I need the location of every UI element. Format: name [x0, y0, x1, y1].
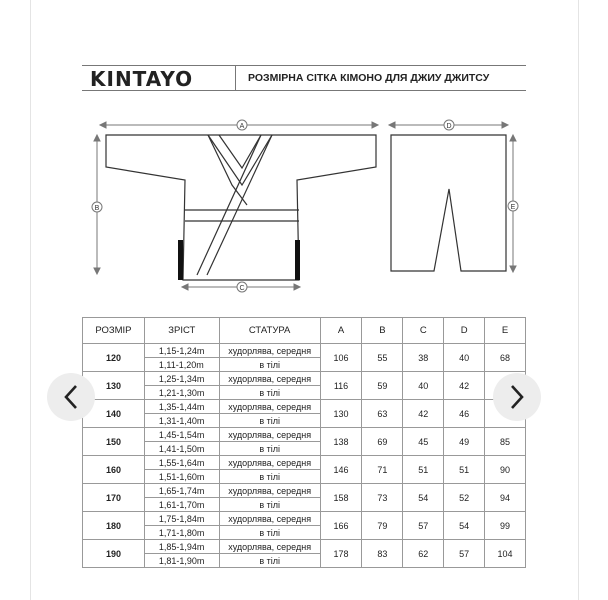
e-cell: 94 — [485, 484, 526, 512]
height-cell: 1,71-1,80m — [144, 526, 219, 540]
build-cell: худорлява, середня — [219, 400, 320, 414]
next-image-button[interactable] — [493, 373, 541, 421]
a-cell: 106 — [320, 344, 362, 372]
b-cell: 83 — [362, 540, 403, 568]
c-cell: 42 — [403, 400, 444, 428]
size-cell: 150 — [83, 428, 145, 456]
frame-border-left — [30, 0, 31, 600]
dimension-b — [92, 135, 102, 274]
build-cell: худорлява, середня — [219, 540, 320, 554]
build-cell: худорлява, середня — [219, 428, 320, 442]
b-cell: 73 — [362, 484, 403, 512]
a-cell: 146 — [320, 456, 362, 484]
dimension-a — [100, 120, 378, 130]
size-cell: 170 — [83, 484, 145, 512]
d-cell: 51 — [444, 456, 485, 484]
table-row — [83, 540, 526, 554]
height-cell: 1,25-1,34m — [144, 372, 219, 386]
table-row — [83, 484, 526, 498]
kimono-diagram — [82, 105, 526, 315]
b-cell: 69 — [362, 428, 403, 456]
build-cell: в тілі — [219, 554, 320, 568]
table-row — [83, 512, 526, 526]
build-cell: худорлява, середня — [219, 344, 320, 358]
build-cell: в тілі — [219, 442, 320, 456]
d-cell: 46 — [444, 400, 485, 428]
d-cell: 40 — [444, 344, 485, 372]
b-cell: 59 — [362, 372, 403, 400]
height-cell: 1,31-1,40m — [144, 414, 219, 428]
height-cell: 1,85-1,94m — [144, 540, 219, 554]
d-cell: 49 — [444, 428, 485, 456]
build-cell: в тілі — [219, 386, 320, 400]
c-cell: 54 — [403, 484, 444, 512]
a-cell: 178 — [320, 540, 362, 568]
height-cell: 1,81-1,90m — [144, 554, 219, 568]
prev-image-button[interactable] — [47, 373, 95, 421]
height-cell: 1,75-1,84m — [144, 512, 219, 526]
build-cell: в тілі — [219, 358, 320, 372]
table-row — [83, 344, 526, 358]
chevron-left-icon — [61, 383, 81, 411]
d-cell: 54 — [444, 512, 485, 540]
e-cell: 68 — [485, 344, 526, 372]
a-cell: 116 — [320, 372, 362, 400]
header-divider — [235, 66, 236, 90]
b-cell: 79 — [362, 512, 403, 540]
height-cell: 1,41-1,50m — [144, 442, 219, 456]
size-cell: 130 — [83, 372, 145, 400]
dimension-e — [508, 135, 518, 272]
c-cell: 51 — [403, 456, 444, 484]
a-cell: 166 — [320, 512, 362, 540]
a-cell: 138 — [320, 428, 362, 456]
build-cell: худорлява, середня — [219, 484, 320, 498]
col-header-b: B — [362, 318, 403, 344]
e-cell: 90 — [485, 456, 526, 484]
build-cell: в тілі — [219, 498, 320, 512]
size-cell: 190 — [83, 540, 145, 568]
build-cell: худорлява, середня — [219, 372, 320, 386]
e-cell: 99 — [485, 512, 526, 540]
col-header-c: C — [403, 318, 444, 344]
col-header-build: СТАТУРА — [219, 318, 320, 344]
brand-logo: KINTAYO — [90, 67, 194, 91]
a-cell: 158 — [320, 484, 362, 512]
height-cell: 1,35-1,44m — [144, 400, 219, 414]
table-header-row — [83, 318, 526, 344]
build-cell: в тілі — [219, 470, 320, 484]
size-cell: 120 — [83, 344, 145, 372]
a-cell: 130 — [320, 400, 362, 428]
table-row — [83, 456, 526, 470]
height-cell: 1,15-1,24m — [144, 344, 219, 358]
size-cell: 140 — [83, 400, 145, 428]
label-b: B — [94, 205, 100, 212]
height-cell: 1,11-1,20m — [144, 358, 219, 372]
label-c: C — [239, 285, 245, 292]
d-cell: 42 — [444, 372, 485, 400]
d-cell: 52 — [444, 484, 485, 512]
chart-title: РОЗМІРНА СІТКА КІМОНО ДЛЯ ДЖИУ ДЖИТСУ — [248, 72, 490, 84]
table-row — [83, 372, 526, 386]
chart-header — [82, 65, 526, 91]
c-cell: 40 — [403, 372, 444, 400]
build-cell: худорлява, середня — [219, 456, 320, 470]
height-cell: 1,61-1,70m — [144, 498, 219, 512]
col-header-d: D — [444, 318, 485, 344]
build-cell: худорлява, середня — [219, 512, 320, 526]
height-cell: 1,45-1,54m — [144, 428, 219, 442]
c-cell: 45 — [403, 428, 444, 456]
d-cell: 57 — [444, 540, 485, 568]
c-cell: 38 — [403, 344, 444, 372]
label-e: E — [510, 204, 516, 211]
label-d: D — [446, 123, 452, 130]
table-row — [83, 400, 526, 414]
c-cell: 57 — [403, 512, 444, 540]
jacket-slit-right — [295, 240, 300, 280]
frame-border-right — [578, 0, 579, 600]
b-cell: 63 — [362, 400, 403, 428]
dimension-d — [389, 120, 508, 130]
col-header-e: E — [485, 318, 526, 344]
chevron-right-icon — [507, 383, 527, 411]
col-header-size: РОЗМІР — [83, 318, 145, 344]
e-cell: 104 — [485, 540, 526, 568]
col-header-height: ЗРІСТ — [144, 318, 219, 344]
height-cell: 1,51-1,60m — [144, 470, 219, 484]
build-cell: в тілі — [219, 526, 320, 540]
size-table — [82, 317, 526, 568]
jacket-slit-left — [178, 240, 183, 280]
build-cell: в тілі — [219, 414, 320, 428]
b-cell: 55 — [362, 344, 403, 372]
height-cell: 1,65-1,74m — [144, 484, 219, 498]
jacket-outline — [106, 135, 376, 280]
height-cell: 1,21-1,30m — [144, 386, 219, 400]
label-a: A — [239, 123, 245, 130]
table-row — [83, 428, 526, 442]
size-cell: 160 — [83, 456, 145, 484]
e-cell: 85 — [485, 428, 526, 456]
col-header-a: A — [320, 318, 362, 344]
b-cell: 71 — [362, 456, 403, 484]
size-cell: 180 — [83, 512, 145, 540]
dimension-c — [182, 282, 300, 292]
c-cell: 62 — [403, 540, 444, 568]
pants-outline — [391, 135, 506, 271]
size-chart-image — [82, 65, 526, 595]
height-cell: 1,55-1,64m — [144, 456, 219, 470]
